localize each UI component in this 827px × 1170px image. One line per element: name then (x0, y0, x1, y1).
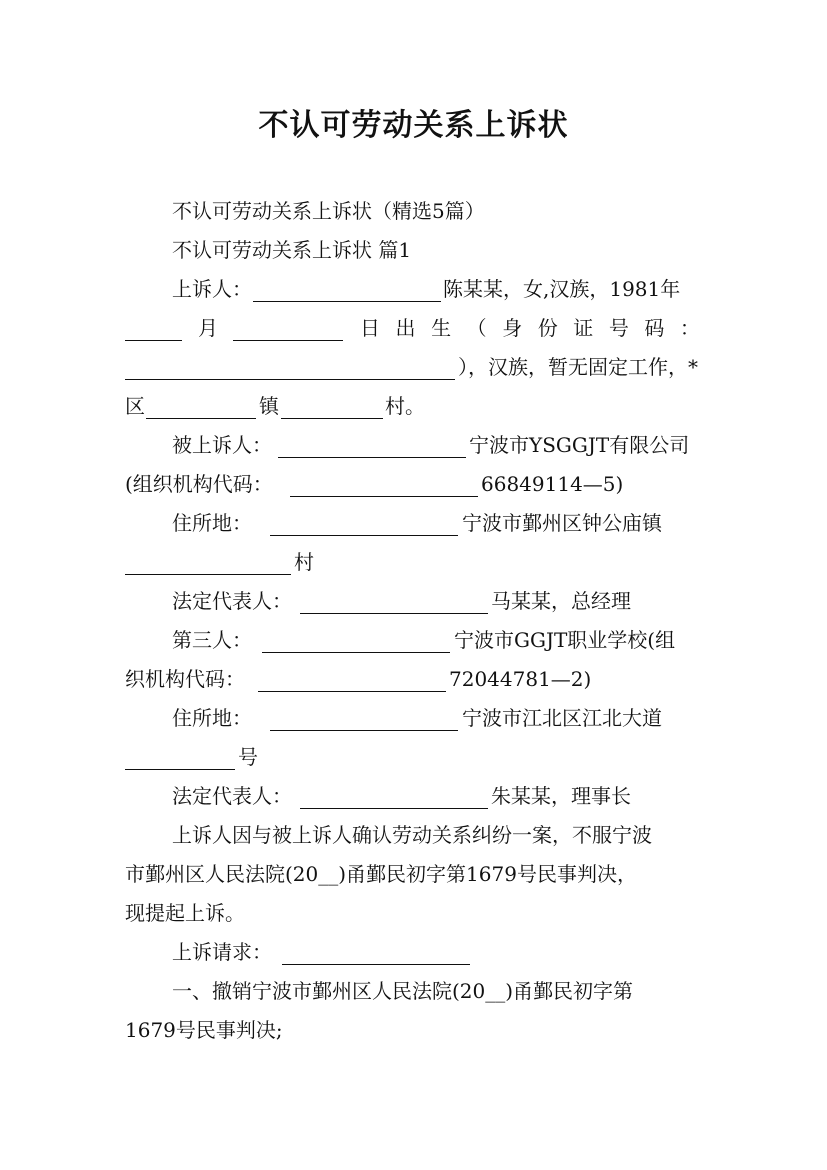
address-label: 住所地： (172, 706, 252, 730)
legal-rep-label: 法定代表人： (172, 589, 292, 613)
appellant-info: 陈某某，女,汉族，1981年 (443, 277, 681, 301)
blank-line (233, 314, 343, 341)
third-party-name: 宁波市GGJT职业学校(组 (454, 628, 676, 652)
text-line (0, 426, 827, 465)
respondent-village: 村 (294, 550, 314, 574)
text-line (0, 192, 827, 231)
blank-line (258, 665, 446, 692)
text-line (0, 543, 827, 582)
blank-line (146, 392, 256, 419)
third-org-label: 织机构代码： (125, 667, 245, 691)
text-line (0, 504, 827, 543)
text-line (0, 738, 827, 777)
blank-line (270, 704, 458, 731)
appellant-label: 上诉人： (172, 277, 252, 301)
blank-line (290, 470, 478, 497)
respondent-org-code: 66849114—5) (481, 472, 624, 496)
birth-id-label: 日 出 生 （ 身 份 证 号 码 ： (360, 316, 700, 340)
birth-month: 月 (198, 316, 218, 340)
text-line (0, 894, 827, 933)
third-party-label: 第三人： (172, 628, 252, 652)
blank-line (300, 782, 488, 809)
paragraph-line: 上诉人因与被上诉人确认劳动关系纠纷一案，不服宁波 (172, 823, 652, 847)
address-label: 住所地： (172, 511, 252, 535)
text-line (0, 621, 827, 660)
respondent-name: 宁波市YSGGJT有限公司 (469, 433, 690, 457)
document-title: 不认可劳动关系上诉状 (258, 108, 569, 143)
request-item: 一、撤销宁波市鄞州区人民法院(20__)甬鄞民初字第 (172, 979, 634, 1003)
text-line (0, 660, 827, 699)
text-line (0, 816, 827, 855)
respondent-org-label: (组织机构代码： (125, 472, 273, 496)
request-item: 1679号民事判决; (125, 1018, 283, 1042)
text-line (0, 270, 827, 309)
text-line (0, 387, 827, 426)
blank-line (281, 392, 383, 419)
text-line (0, 309, 827, 348)
paragraph-line: 市鄞州区人民法院(20__)甬鄞民初字第1679号民事判决， (125, 862, 637, 886)
respondent-address: 宁波市鄞州区钟公庙镇 (462, 511, 662, 535)
paragraph-line: 现提起上诉。 (125, 901, 245, 925)
blank-line (278, 431, 466, 458)
blank-line (270, 509, 458, 536)
requests-label: 上诉请求： (172, 940, 272, 964)
blank-line (125, 548, 291, 575)
id-tail: ），汉族，暂无固定工作，* (458, 355, 698, 379)
section-heading: 不认可劳动关系上诉状 篇1 (172, 238, 412, 262)
respondent-label: 被上诉人： (172, 433, 272, 457)
respondent-rep: 马某某，总经理 (491, 589, 631, 613)
text-line (0, 1011, 827, 1050)
subtitle: 不认可劳动关系上诉状（精选5篇） (172, 199, 485, 223)
blank-line (282, 938, 470, 965)
blank-line (300, 587, 488, 614)
text-line (0, 348, 827, 387)
third-address: 宁波市江北区江北大道 (462, 706, 662, 730)
blank-line (125, 314, 182, 341)
district: 区 (125, 394, 145, 418)
third-rep: 朱某某，理事长 (491, 784, 631, 808)
text-line (0, 582, 827, 621)
text-line (0, 972, 827, 1011)
blank-line (253, 275, 441, 302)
town: 镇 (259, 394, 279, 418)
legal-rep-label: 法定代表人： (172, 784, 292, 808)
blank-line (125, 353, 455, 380)
text-line (0, 231, 827, 270)
third-number: 号 (238, 745, 258, 769)
blank-line (125, 743, 235, 770)
text-line (0, 777, 827, 816)
text-line (0, 855, 827, 894)
blank-line (262, 626, 450, 653)
third-org-code: 72044781—2) (449, 667, 592, 691)
text-line (0, 933, 827, 972)
village: 村。 (385, 394, 425, 418)
text-line (0, 699, 827, 738)
text-line (0, 465, 827, 504)
